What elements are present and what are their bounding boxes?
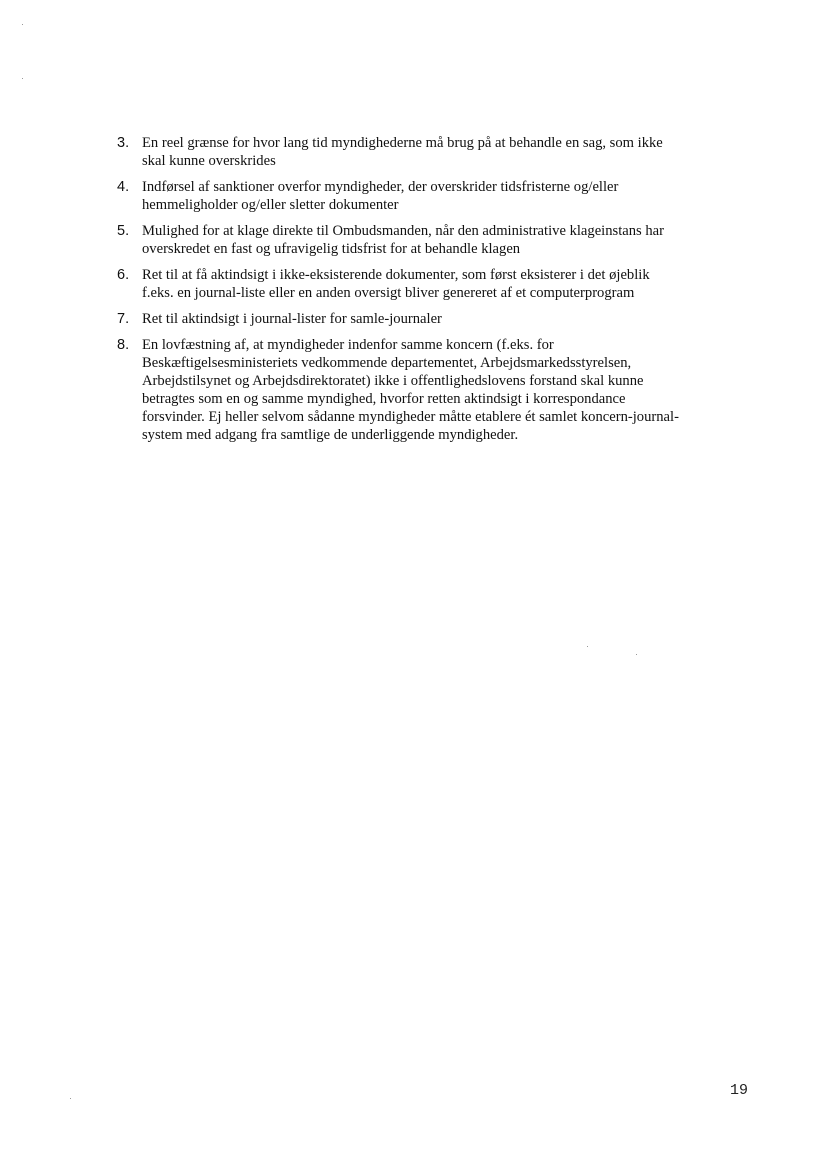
list-item <box>117 134 742 170</box>
scan-speck <box>22 24 23 25</box>
list-item <box>117 266 742 302</box>
list-item-text: Ret til at få aktindsigt i ikke-eksisterende dokumenter, som først eksisterer i det øjeblik f.eks. en journal-liste eller en anden oversigt bliver genereret af et computerprogram <box>142 267 650 301</box>
list-item-text: Mulighed for at klage direkte til Ombudsmanden, når den administrative klageinstans har overskredet en fast og ufravigelig tidsfrist for at behandle klagen <box>142 223 664 257</box>
list-item-number: 6. <box>117 267 130 283</box>
list-item <box>117 178 742 214</box>
list-item <box>117 336 742 444</box>
scan-speck <box>70 1098 71 1099</box>
scan-speck <box>587 646 588 647</box>
list-item <box>117 222 742 258</box>
scan-speck <box>22 78 23 79</box>
list-item-text: En reel grænse for hvor lang tid myndighederne må brug på at behandle en sag, som ikke skal kunne overskrides <box>142 135 663 169</box>
list-item <box>117 310 742 328</box>
list-item-number: 3. <box>117 135 130 151</box>
list-item-text: Ret til aktindsigt i journal-lister for samle-journaler <box>142 311 442 327</box>
page-number: 19 <box>729 1082 748 1099</box>
numbered-list <box>117 134 742 452</box>
list-item-number: 4. <box>117 179 130 195</box>
list-item-number: 7. <box>117 311 130 327</box>
list-item-text: Indførsel af sanktioner overfor myndigheder, der overskrider tidsfristerne og/eller hemmeligholder og/eller sletter dokumenter <box>142 179 619 213</box>
list-item-number: 8. <box>117 337 130 353</box>
list-item-number: 5. <box>117 223 130 239</box>
list-item-text: En lovfæstning af, at myndigheder indenfor samme koncern (f.eks. for Beskæftigelsesministeriets vedkommende departementet, Arbejdsmarkedsstyrelsen, Arbejdstilsynet og Arbejdsdirektoratet) ikke i offentlighedslovens forstand skal kunne betragtes som en og samme myndighed, hvorfor retten aktindsigt i korrespondance forsvinder. Ej heller selvom sådanne myndigheder måtte etablere ét samlet koncern-journal- system med adgang fra samtlige de underliggende myndigheder. <box>142 337 679 443</box>
scan-speck <box>636 654 637 655</box>
